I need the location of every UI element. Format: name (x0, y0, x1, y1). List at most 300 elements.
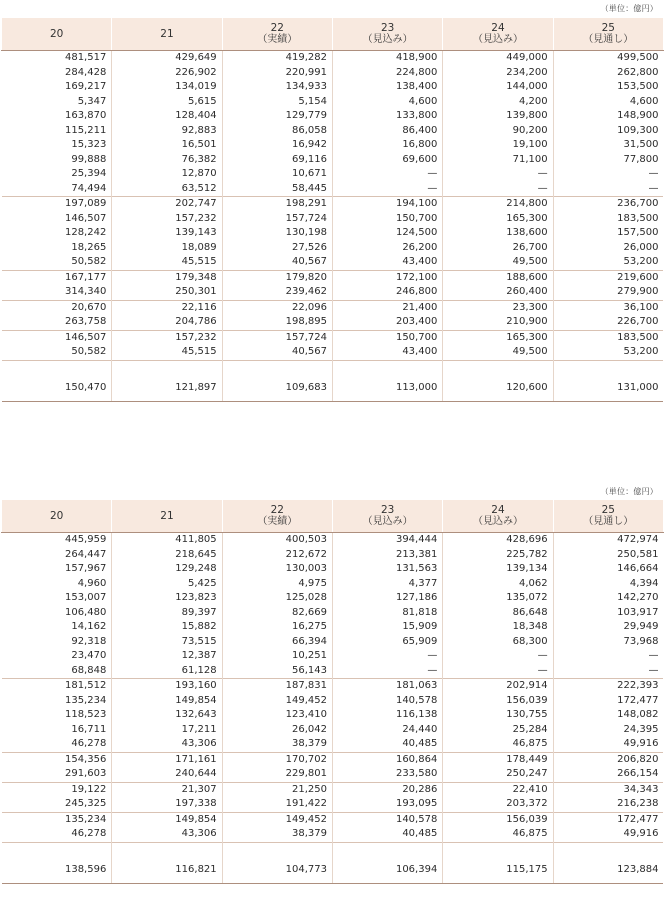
table-cell: 135,234 (2, 812, 112, 827)
table-cell: 226,700 (553, 315, 663, 330)
table-row (2, 241, 664, 256)
table-cell: 171,161 (112, 752, 222, 767)
table-cell: 481,517 (64, 52, 107, 64)
column-header (112, 18, 222, 51)
table-cell: 118,523 (64, 709, 107, 721)
table-cell: 157,232 (112, 330, 222, 345)
table-cell: 38,379 (222, 827, 332, 842)
column-header (553, 18, 663, 51)
table-cell: 43,400 (332, 255, 442, 270)
empty-cell (112, 842, 222, 857)
table-cell: 12,387 (112, 649, 222, 664)
table-row (2, 620, 664, 635)
column-header (443, 500, 553, 533)
table-cell: 19,122 (2, 782, 112, 797)
table-cell: 16,800 (332, 138, 442, 153)
total-cell: 104,773 (222, 857, 332, 884)
table-cell: 65,909 (332, 635, 442, 650)
table-cell: 206,820 (553, 752, 663, 767)
table-cell: 139,800 (443, 109, 553, 124)
table-cell: 77,800 (553, 153, 663, 168)
table-cell: 29,949 (553, 620, 663, 635)
table-cell: 233,580 (332, 767, 442, 782)
table-cell: 250,301 (112, 285, 222, 300)
table-cell: 218,645 (112, 548, 222, 563)
table-cell: 4,975 (222, 577, 332, 592)
table-cell: 40,567 (222, 345, 332, 360)
table-cell: 214,800 (443, 197, 553, 212)
table-cell: 16,942 (222, 138, 332, 153)
table-cell: 213,381 (332, 548, 442, 563)
table-cell: 124,500 (332, 226, 442, 241)
column-header-status: （実績） (257, 516, 298, 527)
total-cell: 150,470 (2, 375, 112, 402)
column-header (112, 500, 222, 533)
table-cell: 172,477 (553, 694, 663, 709)
table-cell: 68,848 (71, 664, 107, 676)
table-cell: 4,062 (443, 577, 553, 592)
table-cell: 49,500 (443, 255, 553, 270)
table-cell: 197,338 (112, 797, 222, 812)
table-cell: 260,400 (443, 285, 553, 300)
total-cell: 131,000 (553, 375, 663, 402)
table-cell: 250,247 (443, 767, 553, 782)
table-cell: 193,160 (112, 679, 222, 694)
table-cell: 157,724 (222, 212, 332, 227)
total-cell: 116,821 (112, 857, 222, 884)
table-cell: 134,933 (222, 80, 332, 95)
table-cell: 188,600 (443, 270, 553, 285)
table-cell: 92,318 (71, 635, 107, 647)
table-cell: 149,452 (222, 812, 332, 827)
table-cell: 132,643 (112, 708, 222, 723)
table-cell: 394,444 (332, 533, 442, 548)
table-cell: 284,428 (64, 66, 107, 78)
table-cell: 157,500 (553, 226, 663, 241)
table-cell: 116,138 (332, 708, 442, 723)
table-cell: 139,143 (112, 226, 222, 241)
table-cell: 236,700 (553, 197, 663, 212)
column-header (553, 500, 663, 533)
table-cell: 279,900 (553, 285, 663, 300)
table-cell: 58,445 (222, 182, 332, 197)
table-cell: — (553, 182, 663, 197)
total-cell: 115,175 (443, 857, 553, 884)
table-cell: — (332, 182, 442, 197)
table-cell: 266,154 (553, 767, 663, 782)
column-header-year: 24 (491, 504, 505, 516)
table-row (2, 226, 664, 241)
table-cell: 69,600 (332, 153, 442, 168)
table-cell: 40,485 (332, 827, 442, 842)
table-cell: 149,854 (112, 812, 222, 827)
table-cell: 157,967 (64, 563, 107, 575)
table-cell: 128,242 (64, 227, 107, 239)
table-cell: 20,286 (332, 782, 442, 797)
table-cell: 16,711 (71, 723, 107, 735)
table-cell: 139,134 (443, 562, 553, 577)
table-cell: 49,916 (553, 737, 663, 752)
table-cell: 89,397 (112, 606, 222, 621)
table-cell: 23,470 (71, 650, 107, 662)
table-cell: 240,644 (112, 767, 222, 782)
table-cell: 129,779 (222, 109, 332, 124)
table-cell: 262,800 (553, 66, 663, 81)
table-cell: 56,143 (222, 664, 332, 679)
table-row (2, 767, 664, 782)
table-cell: 210,900 (443, 315, 553, 330)
data-table (1, 500, 664, 884)
table-cell: 245,325 (64, 798, 107, 810)
table-cell: 21,307 (112, 782, 222, 797)
table-cell: 150,700 (332, 330, 442, 345)
column-header-year: 25 (601, 504, 615, 516)
table-cell: — (553, 649, 663, 664)
table-cell: 40,485 (332, 737, 442, 752)
table-cell: 24,440 (332, 723, 442, 738)
table-cell: 148,082 (553, 708, 663, 723)
column-header-year: 21 (160, 28, 174, 40)
table-cell: 5,615 (112, 95, 222, 110)
table-row (2, 635, 664, 650)
table-cell: 81,818 (332, 606, 442, 621)
table-cell: 76,382 (112, 153, 222, 168)
table-cell: 224,800 (332, 66, 442, 81)
table-cell: 179,348 (112, 270, 222, 285)
table-row (2, 51, 664, 66)
table-cell: 14,162 (71, 621, 107, 633)
table-row (2, 533, 664, 548)
table-cell: 92,883 (112, 124, 222, 139)
table-cell: 229,801 (222, 767, 332, 782)
table-cell: — (332, 167, 442, 182)
table-cell: 15,909 (332, 620, 442, 635)
table-cell: 36,100 (553, 300, 663, 315)
column-header (332, 500, 442, 533)
table-cell: 163,870 (64, 110, 107, 122)
table-cell: 4,377 (332, 577, 442, 592)
table-cell: 183,500 (553, 212, 663, 227)
table-row (2, 153, 664, 168)
table-row (2, 752, 664, 767)
table-cell: 53,200 (553, 345, 663, 360)
table-cell: 21,250 (222, 782, 332, 797)
table-cell: 31,500 (553, 138, 663, 153)
table-cell: 144,000 (443, 80, 553, 95)
column-header-status: （見込み） (472, 34, 523, 45)
table-row (2, 315, 664, 330)
column-header-year: 22 (270, 504, 284, 516)
table-cell: 46,875 (443, 827, 553, 842)
table-cell: 167,177 (2, 270, 112, 285)
table-row (2, 109, 664, 124)
table-cell: 187,831 (222, 679, 332, 694)
table-cell: 198,291 (222, 197, 332, 212)
table-cell: 10,671 (222, 167, 332, 182)
table-cell: 46,875 (443, 737, 553, 752)
column-header-year: 20 (49, 28, 64, 40)
total-cell: 109,683 (222, 375, 332, 402)
table-cell: 204,786 (112, 315, 222, 330)
table-cell: 43,306 (112, 827, 222, 842)
table-cell: 179,820 (222, 270, 332, 285)
table-cell: 154,356 (2, 752, 112, 767)
unit-label: （単位：億円） (600, 487, 658, 496)
table-cell: 138,600 (443, 226, 553, 241)
column-header (332, 18, 442, 51)
table-cell: 4,394 (553, 577, 663, 592)
table-row (2, 138, 664, 153)
table-cell: 115,211 (64, 124, 107, 136)
table-cell: 26,000 (553, 241, 663, 256)
empty-cell (2, 842, 112, 857)
table-cell: 103,917 (553, 606, 663, 621)
table-cell: 216,238 (553, 797, 663, 812)
column-header-year: 20 (49, 510, 64, 522)
table-cell: 25,284 (443, 723, 553, 738)
spacer-row (2, 360, 664, 375)
table-cell: 150,700 (332, 212, 442, 227)
table-cell: 135,234 (64, 694, 107, 706)
column-header (2, 18, 112, 51)
table-cell: 234,200 (443, 66, 553, 81)
table-cell: 142,270 (553, 591, 663, 606)
table-cell: 212,672 (222, 548, 332, 563)
table-cell: 246,800 (332, 285, 442, 300)
empty-cell (222, 360, 332, 375)
table-cell: 15,882 (112, 620, 222, 635)
column-header-year: 22 (270, 22, 284, 34)
table-cell: 21,400 (332, 300, 442, 315)
table-cell: 226,902 (112, 66, 222, 81)
table-cell: 220,991 (222, 66, 332, 81)
table-cell: 73,968 (553, 635, 663, 650)
table-row (2, 591, 664, 606)
table-row (2, 167, 664, 182)
table-cell: 18,265 (71, 241, 107, 253)
table-cell: 472,974 (553, 533, 663, 548)
table-cell: 148,900 (553, 109, 663, 124)
table-cell: 222,393 (553, 679, 663, 694)
table-cell: 146,507 (2, 330, 112, 345)
table-row (2, 66, 664, 81)
table-cell: 130,755 (443, 708, 553, 723)
empty-cell (332, 842, 442, 857)
table-cell: 314,340 (64, 286, 107, 298)
table-cell: 169,217 (64, 81, 107, 93)
table-cell: 53,200 (553, 255, 663, 270)
table-cell: 45,515 (112, 345, 222, 360)
table-cell: 157,724 (222, 330, 332, 345)
table-cell: 170,702 (222, 752, 332, 767)
table-cell: 146,507 (64, 212, 107, 224)
table-cell: 43,306 (112, 737, 222, 752)
table-cell: 165,300 (443, 212, 553, 227)
total-row (2, 857, 664, 884)
column-header-status: （見通し） (583, 516, 634, 527)
table-row (2, 330, 664, 345)
table-cell: 165,300 (443, 330, 553, 345)
table-cell: 123,823 (112, 591, 222, 606)
table-cell: 74,494 (71, 182, 107, 194)
table-cell: 4,960 (77, 577, 107, 589)
table-cell: 191,422 (222, 797, 332, 812)
table-row (2, 548, 664, 563)
empty-cell (553, 360, 663, 375)
table-cell: 50,582 (71, 346, 107, 358)
table-cell: 17,211 (112, 723, 222, 738)
unit-label: （単位：億円） (600, 4, 658, 13)
empty-cell (443, 842, 553, 857)
table-cell: 10,251 (222, 649, 332, 664)
table-cell: 4,200 (443, 95, 553, 110)
table-cell: 86,058 (222, 124, 332, 139)
table-cell: 449,000 (443, 51, 553, 66)
column-header-year: 24 (491, 22, 505, 34)
table-cell: 129,248 (112, 562, 222, 577)
table-cell: 138,400 (332, 80, 442, 95)
total-cell: 113,000 (332, 375, 442, 402)
table-cell: 178,449 (443, 752, 553, 767)
table-cell: 22,410 (443, 782, 553, 797)
column-header-year: 23 (380, 504, 395, 516)
table-row (2, 708, 664, 723)
column-header-year: 21 (160, 510, 174, 522)
table-cell: 123,410 (222, 708, 332, 723)
table-cell: 68,300 (443, 635, 553, 650)
table-row (2, 562, 664, 577)
table-row (2, 664, 664, 679)
table-cell: 46,278 (71, 828, 107, 840)
table-cell: 250,581 (553, 548, 663, 563)
total-row (2, 375, 664, 402)
table-cell: 26,042 (222, 723, 332, 738)
column-header-status: （見込み） (362, 34, 413, 45)
table-cell: 130,198 (222, 226, 332, 241)
table-cell: 203,400 (332, 315, 442, 330)
table-cell: 27,526 (222, 241, 332, 256)
table-cell: 172,100 (332, 270, 442, 285)
table-cell: 428,696 (443, 533, 553, 548)
empty-cell (553, 842, 663, 857)
table-cell: 63,512 (112, 182, 222, 197)
table-cell: 99,888 (71, 153, 107, 165)
header-row (2, 500, 664, 533)
table-cell: 5,425 (112, 577, 222, 592)
column-header (222, 500, 332, 533)
table-cell: — (443, 664, 553, 679)
table-cell: 5,154 (222, 95, 332, 110)
table-row (2, 285, 664, 300)
total-cell: 123,884 (553, 857, 663, 884)
table-cell: 128,404 (112, 109, 222, 124)
table-cell: 160,864 (332, 752, 442, 767)
table-cell: 157,232 (112, 212, 222, 227)
table-row (2, 782, 664, 797)
table-cell: 198,895 (222, 315, 332, 330)
table-cell: — (443, 649, 553, 664)
table-cell: 71,100 (443, 153, 553, 168)
table-cell: 445,959 (64, 534, 107, 546)
table-cell: 135,072 (443, 591, 553, 606)
table-row (2, 255, 664, 270)
table-row (2, 827, 664, 842)
table-row (2, 182, 664, 197)
table-cell: 18,348 (443, 620, 553, 635)
table-cell: 202,747 (112, 197, 222, 212)
column-header-status: （実績） (257, 34, 298, 45)
table-cell: 153,500 (553, 80, 663, 95)
table-row (2, 606, 664, 621)
table-cell: 86,648 (443, 606, 553, 621)
table-cell: 16,275 (222, 620, 332, 635)
table-cell: 263,758 (64, 316, 107, 328)
table-cell: 22,116 (112, 300, 222, 315)
table-cell: 153,007 (64, 592, 107, 604)
table-row (2, 694, 664, 709)
table-row (2, 270, 664, 285)
table-cell: — (553, 167, 663, 182)
total-cell: 121,897 (112, 375, 222, 402)
table-cell: 69,116 (222, 153, 332, 168)
table-cell: 131,563 (332, 562, 442, 577)
table-cell: 4,600 (553, 95, 663, 110)
table-cell: 172,477 (553, 812, 663, 827)
table-cell: 18,089 (112, 241, 222, 256)
column-header-year: 23 (380, 22, 395, 34)
table-cell: 66,394 (222, 635, 332, 650)
table-cell: 194,100 (332, 197, 442, 212)
table-cell: 225,782 (443, 548, 553, 563)
table-cell: 499,500 (553, 51, 663, 66)
table-row (2, 197, 664, 212)
table-cell: 291,603 (64, 768, 107, 780)
table-cell: 411,805 (112, 533, 222, 548)
table-row (2, 345, 664, 360)
table-cell: 38,379 (222, 737, 332, 752)
table-cell: 149,452 (222, 694, 332, 709)
table-cell: 140,578 (332, 694, 442, 709)
table-cell: 193,095 (332, 797, 442, 812)
table-cell: 181,512 (2, 679, 112, 694)
table-cell: 26,700 (443, 241, 553, 256)
table-cell: 239,462 (222, 285, 332, 300)
column-header-status: （見込み） (362, 516, 413, 527)
empty-cell (222, 842, 332, 857)
data-table (1, 18, 664, 402)
table-cell: 156,039 (443, 812, 553, 827)
table-cell: — (443, 167, 553, 182)
table-cell: 34,343 (553, 782, 663, 797)
table-cell: 197,089 (2, 197, 112, 212)
table-cell: 419,282 (222, 51, 332, 66)
table-row (2, 124, 664, 139)
table-cell: — (553, 664, 663, 679)
table-cell: 19,100 (443, 138, 553, 153)
table-row (2, 723, 664, 738)
table-cell: — (332, 664, 442, 679)
table-cell: 16,501 (112, 138, 222, 153)
table-cell: 50,582 (71, 256, 107, 268)
column-header-status: （見込み） (472, 516, 523, 527)
table-cell: 45,515 (112, 255, 222, 270)
table-cell: 156,039 (443, 694, 553, 709)
table-row (2, 812, 664, 827)
total-cell: 120,600 (443, 375, 553, 402)
table-cell: 22,096 (222, 300, 332, 315)
table-row (2, 797, 664, 812)
table-cell: 219,600 (553, 270, 663, 285)
